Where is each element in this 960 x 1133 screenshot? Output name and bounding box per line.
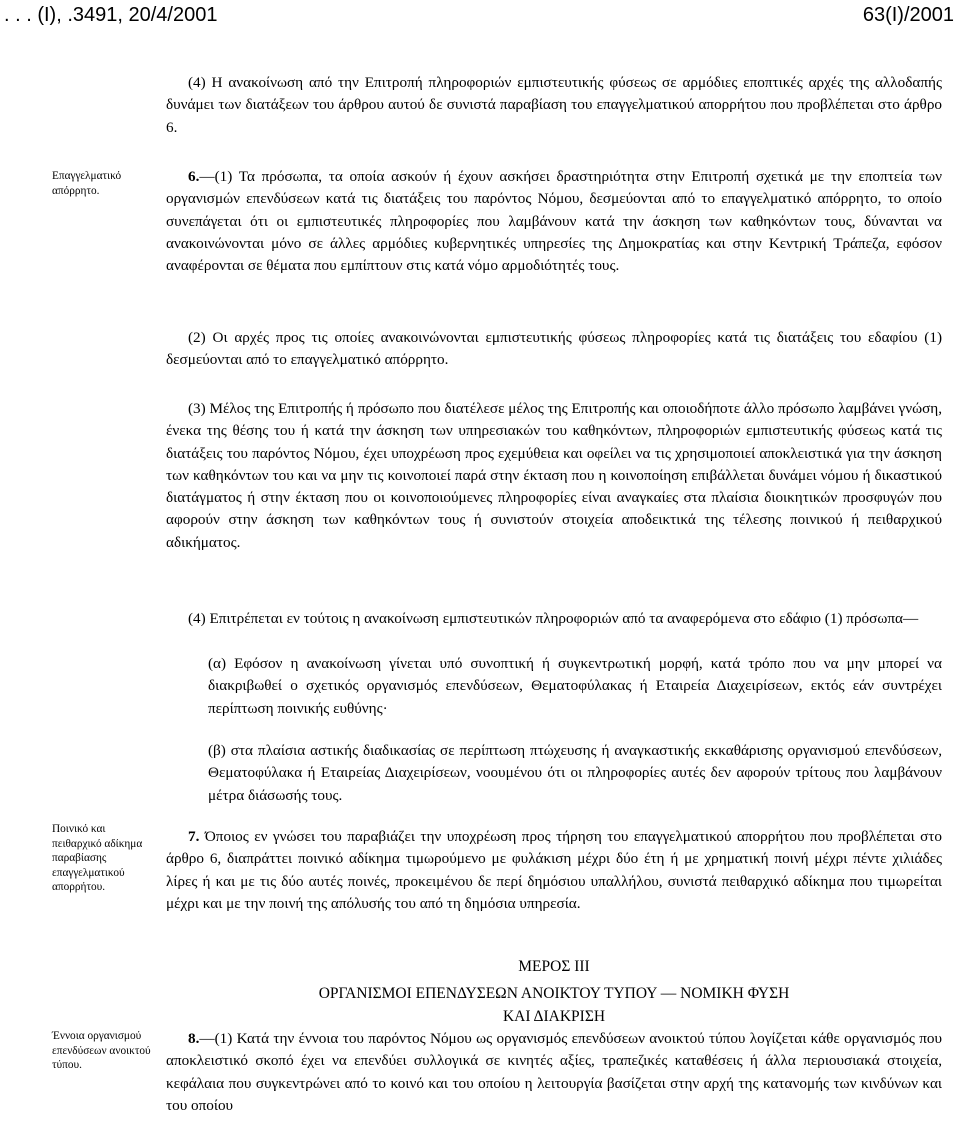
part-title-line1: ΟΡΓΑΝΙΣΜΟΙ ΕΠΕΝΔΥΣΕΩΝ ΑΝΟΙΚΤΟΥ ΤΥΠΟΥ — ΝΟΜΙΚΗ ΦΥΣΗ bbox=[318, 985, 790, 1002]
part-heading: ΜΕΡΟΣ ΙΙΙ bbox=[518, 958, 590, 975]
paragraph-article6-subsection4: (4) Επιτρέπεται εν τούτοις η ανακοίνωση εμπιστευτικών πληροφοριών από τα αναφερόμενα στο εδάφιο (1) πρόσωπα— bbox=[188, 610, 919, 627]
part-title-line2: ΚΑΙ ΔΙΑΚΡΙΣΗ bbox=[502, 1008, 606, 1025]
article-8-subsection1-text: —(1) Κατά την έννοια του παρόντος Νόμου ως οργανισμός επενδύσεων ανοικτού τύπου λογίζεται κάθε οργανισμός που αποκλειστικό σκοπό έχει να επενδύει συλλογικά σε κινητές αξίες, τραπεζικές καταθέσεις ή άλλα περιουσιακά στοιχεία, κεφάλαια που συγκεντρώνει από το κοινό και του οποίου η λειτουργία βασίζεται στην αρχή της κατανομής των κινδύνων και του οποίου bbox=[166, 1030, 942, 1114]
article-6-number: 6. bbox=[188, 168, 200, 185]
paragraph-article5-subsection4: (4) Η ανακοίνωση από την Επιτροπή πληροφοριών εμπιστευτικής φύσεως σε αρμόδιες εποπτικές αρχές της αλλοδαπής δυνάμει των διατάξεων του άρθρου αυτού δε συνιστά παραβίαση του επαγγελματικού απορρήτου που προβλέπεται στο άρθρο 6. bbox=[166, 74, 942, 136]
article-7-number: 7. bbox=[188, 828, 200, 845]
header-gazette-reference: . . . (I), .3491, 20/4/2001 bbox=[4, 4, 218, 26]
paragraph-article6-subsection4-b: (β) στα πλαίσια αστικής διαδικασίας σε περίπτωση πτώχευσης ή αναγκαστικής εκκαθάρισης οργανισμού επενδύσεων, Θεματοφύλακα ή Εταιρείας Διαχειρίσεων, νοουμένου ότι οι πληροφορίες αυτές δεν αφορούν τρίτους που λαμβάνουν μέτρα διάσωσής τους. bbox=[208, 742, 942, 804]
article-6-subsection1-text: —(1) Τα πρόσωπα, τα οποία ασκούν ή έχουν ασκήσει δραστηριότητα στην Επιτροπή σχετικά με την εποπτεία των οργανισμών επενδύσεων κατά τις διατάξεις του παρόντος Νόμου, δεσμεύονται από το επαγγελματικό απόρρητο, το οποίο συνεπάγεται ότι οι εμπιστευτικές πληροφορίες που λαμβάνουν κατά την άσκηση των καθηκόντων τους, δύνανται να ανακοινώνονται μόνο σε άλλες αρμόδιες κυβερνητικές υπηρεσίες της Δημοκρατίας και στην Κεντρική Τράπεζα, εφόσον αναφέρονται σε θέματα που εμπίπτουν στις κατά νόμο αρμοδιότητές τους. bbox=[166, 168, 942, 275]
margin-note-professional-secrecy: Επαγγελματικό απόρρητο. bbox=[52, 170, 122, 197]
paragraph-article8-subsection1 bbox=[166, 1028, 942, 1117]
paragraph-article6-subsection2: (2) Οι αρχές προς τις οποίες ανακοινώνονται εμπιστευτικής φύσεως πληροφορίες κατά τις διατάξεις του εδαφίου (1) δεσμεύονται από το επαγγελματικό απόρρητο. bbox=[166, 329, 942, 369]
article-8-number: 8. bbox=[188, 1030, 200, 1047]
paragraph-article6-subsection3: (3) Μέλος της Επιτροπής ή πρόσωπο που διατέλεσε μέλος της Επιτροπής και οποιοδήποτε άλλο πρόσωπο λαμβάνει γνώση, ένεκα της θέσης του ή κατά την άσκηση των υπηρεσιακών του καθηκόντων, πληροφοριών εμπιστευτικής φύσεως κατά τις διατάξεις του παρόντος Νόμου, έχει υποχρέωση προς εχεμύθεια και οφείλει να τις χρησιμοποιεί αποκλειστικά για την άσκηση των καθηκόντων του και να μην τις κοινοποιεί παρά στην έκταση που η κοινοποίηση επιβάλλεται δυνάμει νόμου ή δικαστικού διατάγματος ή στην έκταση που οι κοινοποιούμενες πληροφορίες είναι αναγκαίες στα πλαίσια διοικητικών προσφυγών που αφορούν στην άσκηση των καθηκόντων τους ή συνιστούν στοιχεία αποδεικτικά της τέλεσης ποινικού ή πειθαρχικού αδικήματος. bbox=[166, 400, 942, 551]
paragraph-article7 bbox=[166, 826, 942, 915]
paragraph-article6-subsection1 bbox=[166, 166, 942, 277]
paragraph-article6-subsection4-a: (α) Εφόσον η ανακοίνωση γίνεται υπό συνοπτική ή συγκεντρωτική μορφή, κατά τρόπο που να μην μπορεί να διακριβωθεί ο σχετικός οργανισμός επενδύσεων, Θεματοφύλακας ή Εταιρεία Διαχειρίσεων, εκτός εάν συντρέχει περίπτωση ποινικής ευθύνης· bbox=[208, 655, 942, 717]
margin-note-criminal-offence: Ποινικό και πειθαρχικό αδίκημα παραβίασης επαγγελματικού απορρήτου. bbox=[52, 823, 143, 893]
page-header bbox=[0, 2, 960, 30]
margin-note-open-ended-definition: Έννοια οργανισμού επενδύσεων ανοικτού τύπου. bbox=[52, 1030, 151, 1071]
header-law-number: 63(I)/2001 bbox=[862, 4, 954, 26]
article-7-text: Όποιος εν γνώσει του παραβιάζει την υποχρέωση προς τήρηση του επαγγελματικού απορρήτου που προβλέπεται στο άρθρο 6, διαπράττει ποινικό αδίκημα τιμωρούμενο με φυλάκιση μέχρι δύο έτη ή με χρηματική ποινή μέχρι πέντε χιλιάδες λίρες ή και με τις δύο αυτές ποινές, προκειμένου δε περί δημόσιου υπαλλήλου, συνιστά πειθαρχικό αδίκημα που τιμωρείται μέχρι και με την ποινή της απόλυσής του από τη δημόσια υπηρεσία. bbox=[166, 828, 942, 912]
